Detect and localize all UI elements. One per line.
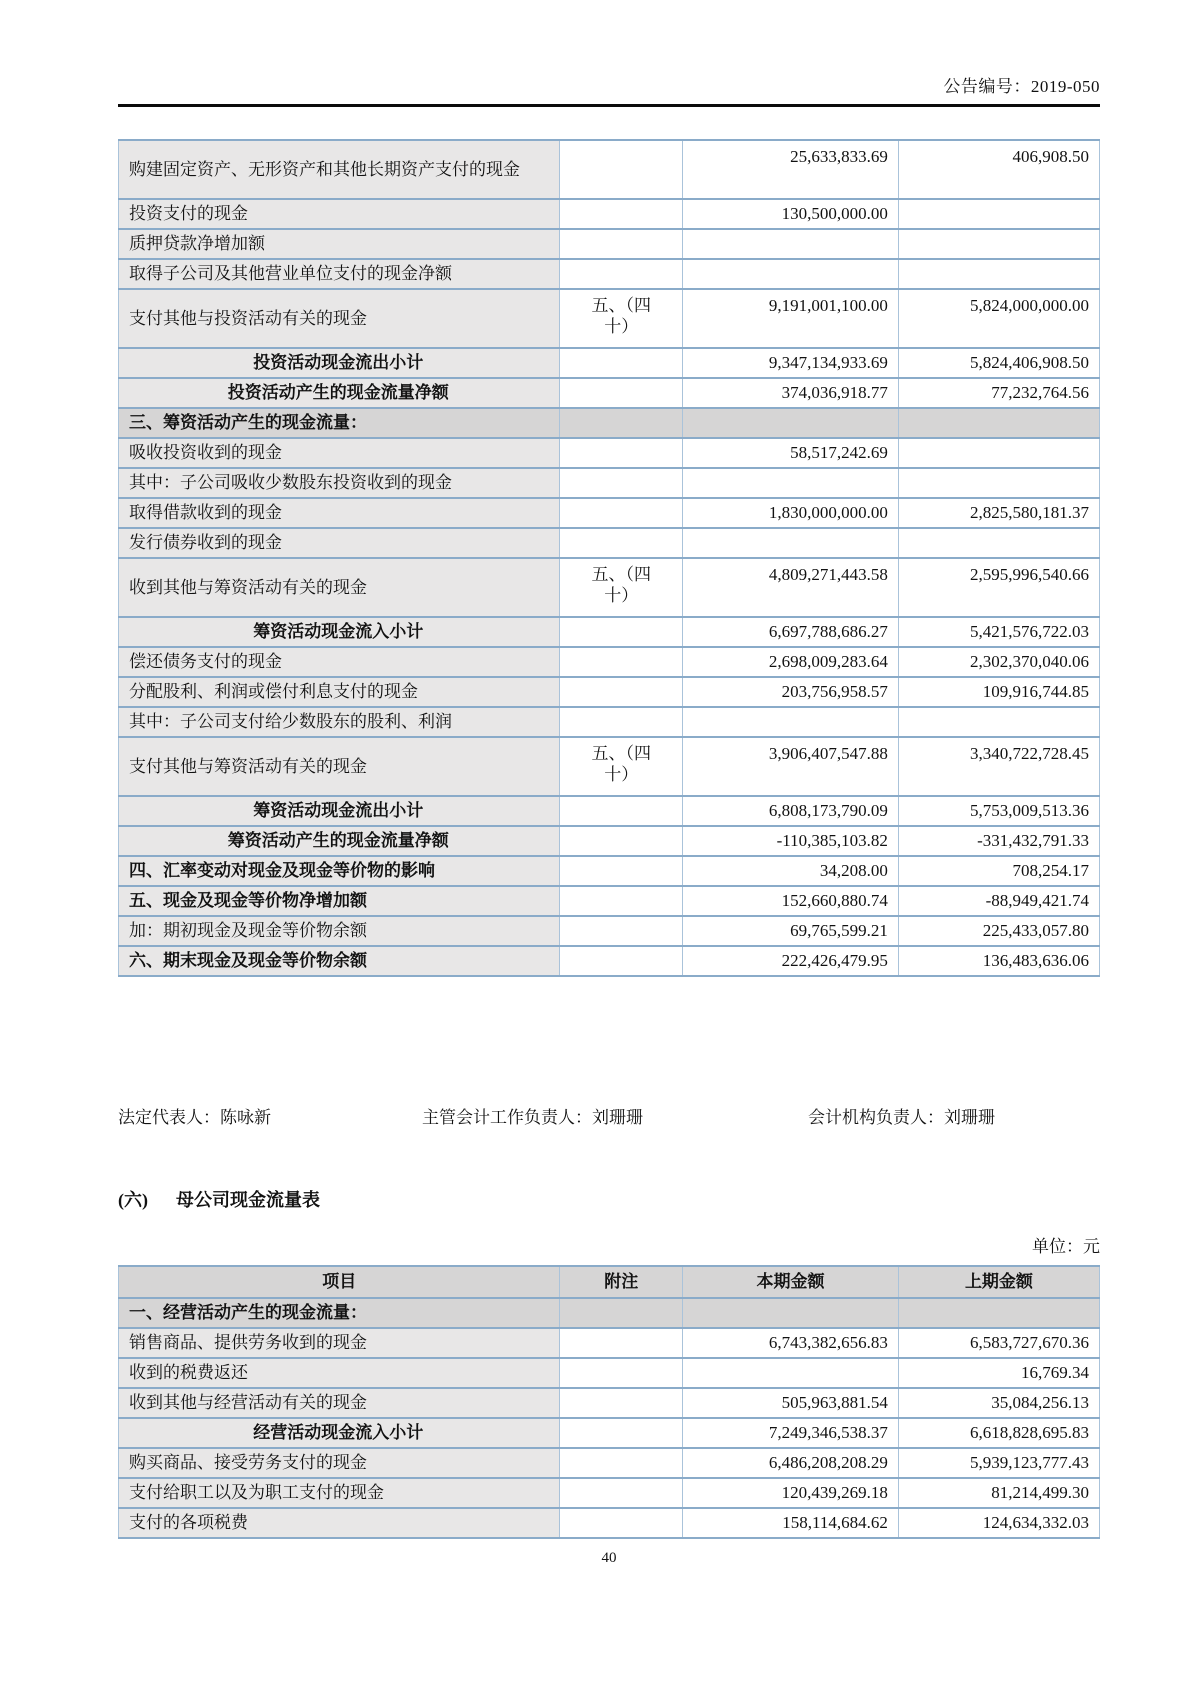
table-row [119, 1418, 1100, 1448]
note-cell [560, 1328, 683, 1358]
table-body [119, 140, 1100, 976]
table-row [119, 468, 1100, 498]
table-row [119, 796, 1100, 826]
item-cell: 其中：子公司支付给少数股东的股利、利润 [119, 707, 560, 737]
current-amount-cell: 9,347,134,933.69 [683, 348, 899, 378]
prior-amount-cell [898, 229, 1099, 259]
item-cell: 取得借款收到的现金 [119, 498, 560, 528]
table-header [119, 1266, 1100, 1298]
item-cell: 经营活动现金流入小计 [119, 1418, 560, 1448]
item-cell: 吸收投资收到的现金 [119, 438, 560, 468]
current-amount-cell: 6,697,788,686.27 [683, 617, 899, 647]
prior-amount-cell: 2,595,996,540.66 [898, 558, 1099, 617]
prior-amount-cell: 708,254.17 [898, 856, 1099, 886]
current-amount-cell [683, 1358, 899, 1388]
prior-amount-cell [898, 199, 1099, 229]
item-cell: 三、筹资活动产生的现金流量： [119, 408, 560, 438]
table-row [119, 1358, 1100, 1388]
prior-amount-cell: 406,908.50 [898, 140, 1099, 199]
table-row [119, 408, 1100, 438]
table-row [119, 199, 1100, 229]
current-amount-cell: 203,756,958.57 [683, 677, 899, 707]
current-amount-cell: 25,633,833.69 [683, 140, 899, 199]
item-cell: 筹资活动产生的现金流量净额 [119, 826, 560, 856]
note-cell [560, 707, 683, 737]
prior-amount-cell: 16,769.34 [898, 1358, 1099, 1388]
prior-amount-cell: 35,084,256.13 [898, 1388, 1099, 1418]
table-row [119, 558, 1100, 617]
prior-amount-cell: 136,483,636.06 [898, 946, 1099, 976]
prior-amount-cell [898, 259, 1099, 289]
prior-amount-cell: 77,232,764.56 [898, 378, 1099, 408]
page-number: 40 [601, 1550, 617, 1566]
current-amount-cell [683, 408, 899, 438]
current-amount-cell: 9,191,001,100.00 [683, 289, 899, 348]
prior-amount-cell [898, 408, 1099, 438]
table-row [119, 886, 1100, 916]
item-cell: 分配股利、利润或偿付利息支付的现金 [119, 677, 560, 707]
current-amount-cell [683, 707, 899, 737]
item-cell: 一、经营活动产生的现金流量： [119, 1298, 560, 1328]
item-cell: 筹资活动现金流出小计 [119, 796, 560, 826]
note-cell [560, 886, 683, 916]
item-cell: 支付给职工以及为职工支付的现金 [119, 1478, 560, 1508]
header-prior-amount: 上期金额 [898, 1266, 1099, 1298]
prior-amount-cell: 2,302,370,040.06 [898, 647, 1099, 677]
note-cell [560, 916, 683, 946]
item-cell: 收到其他与筹资活动有关的现金 [119, 558, 560, 617]
current-amount-cell: 120,439,269.18 [683, 1478, 899, 1508]
prior-amount-cell: -88,949,421.74 [898, 886, 1099, 916]
table-row [119, 737, 1100, 796]
item-cell: 购建固定资产、无形资产和其他长期资产支付的现金 [119, 140, 560, 199]
prior-amount-cell [898, 528, 1099, 558]
table-row [119, 259, 1100, 289]
current-amount-cell: 505,963,881.54 [683, 1388, 899, 1418]
table-row [119, 856, 1100, 886]
prior-amount-cell: -331,432,791.33 [898, 826, 1099, 856]
item-cell: 筹资活动现金流入小计 [119, 617, 560, 647]
item-cell: 收到其他与经营活动有关的现金 [119, 1388, 560, 1418]
note-cell [560, 378, 683, 408]
current-amount-cell [683, 468, 899, 498]
item-cell: 支付的各项税费 [119, 1508, 560, 1538]
current-amount-cell: 2,698,009,283.64 [683, 647, 899, 677]
item-cell: 加：期初现金及现金等价物余额 [119, 916, 560, 946]
note-cell: 五、（四十） [560, 737, 683, 796]
announcement-number: 公告编号：2019-050 [943, 77, 1100, 96]
table-row [119, 617, 1100, 647]
table-row [119, 707, 1100, 737]
header-note: 附注 [560, 1266, 683, 1298]
prior-amount-cell: 5,939,123,777.43 [898, 1448, 1099, 1478]
note-cell [560, 1418, 683, 1448]
prior-amount-cell: 5,824,000,000.00 [898, 289, 1099, 348]
current-amount-cell: 374,036,918.77 [683, 378, 899, 408]
table-row [119, 1298, 1100, 1328]
header-current-amount: 本期金额 [683, 1266, 899, 1298]
page-content [118, 0, 1100, 1539]
note-cell [560, 1478, 683, 1508]
note-cell: 五、（四十） [560, 289, 683, 348]
table-row [119, 1388, 1100, 1418]
table-row [119, 528, 1100, 558]
current-amount-cell: 158,114,684.62 [683, 1508, 899, 1538]
prior-amount-cell [898, 707, 1099, 737]
item-cell: 偿还债务支付的现金 [119, 647, 560, 677]
note-cell [560, 826, 683, 856]
item-cell: 支付其他与筹资活动有关的现金 [119, 737, 560, 796]
prior-amount-cell: 2,825,580,181.37 [898, 498, 1099, 528]
note-cell [560, 408, 683, 438]
table-row [119, 826, 1100, 856]
current-amount-cell [683, 259, 899, 289]
note-cell [560, 946, 683, 976]
item-cell: 投资活动产生的现金流量净额 [119, 378, 560, 408]
current-amount-cell: 69,765,599.21 [683, 916, 899, 946]
current-amount-cell: 6,486,208,208.29 [683, 1448, 899, 1478]
section-title: 母公司现金流量表 [176, 1190, 320, 1210]
item-cell: 质押贷款净增加额 [119, 229, 560, 259]
current-amount-cell [683, 528, 899, 558]
note-cell [560, 498, 683, 528]
current-amount-cell: -110,385,103.82 [683, 826, 899, 856]
note-cell [560, 1358, 683, 1388]
prior-amount-cell: 5,824,406,908.50 [898, 348, 1099, 378]
section-heading [118, 1186, 1100, 1212]
current-amount-cell: 34,208.00 [683, 856, 899, 886]
table-row [119, 677, 1100, 707]
table-header-row [119, 1266, 1100, 1298]
item-cell: 收到的税费返还 [119, 1358, 560, 1388]
note-cell [560, 528, 683, 558]
legal-representative: 法定代表人：陈咏新 [118, 1108, 271, 1127]
table-row [119, 916, 1100, 946]
table-row [119, 289, 1100, 348]
item-cell: 购买商品、接受劳务支付的现金 [119, 1448, 560, 1478]
note-cell [560, 259, 683, 289]
table-row [119, 140, 1100, 199]
note-cell: 五、（四十） [560, 558, 683, 617]
table-row [119, 498, 1100, 528]
accounting-department-head: 会计机构负责人：刘珊珊 [808, 1108, 995, 1127]
current-amount-cell [683, 1298, 899, 1328]
table-row [119, 1508, 1100, 1538]
note-cell [560, 1388, 683, 1418]
chief-accounting-officer: 主管会计工作负责人：刘珊珊 [422, 1108, 643, 1127]
section-label: (六) [118, 1190, 148, 1210]
prior-amount-cell [898, 1298, 1099, 1328]
note-cell [560, 796, 683, 826]
unit-label: 单位：元 [1032, 1237, 1100, 1256]
item-cell: 四、汇率变动对现金及现金等价物的影响 [119, 856, 560, 886]
table-row [119, 946, 1100, 976]
note-cell [560, 1298, 683, 1328]
current-amount-cell: 1,830,000,000.00 [683, 498, 899, 528]
note-cell [560, 438, 683, 468]
current-amount-cell: 6,808,173,790.09 [683, 796, 899, 826]
note-cell [560, 229, 683, 259]
item-cell: 五、现金及现金等价物净增加额 [119, 886, 560, 916]
note-cell [560, 1448, 683, 1478]
prior-amount-cell: 225,433,057.80 [898, 916, 1099, 946]
table-row [119, 1448, 1100, 1478]
prior-amount-cell: 5,421,576,722.03 [898, 617, 1099, 647]
signature-line [118, 1103, 1100, 1128]
item-cell: 六、期末现金及现金等价物余额 [119, 946, 560, 976]
note-cell [560, 468, 683, 498]
table-row [119, 348, 1100, 378]
table-row [119, 229, 1100, 259]
prior-amount-cell [898, 438, 1099, 468]
current-amount-cell: 7,249,346,538.37 [683, 1418, 899, 1448]
item-cell: 投资支付的现金 [119, 199, 560, 229]
current-amount-cell: 130,500,000.00 [683, 199, 899, 229]
header-item: 项目 [119, 1266, 560, 1298]
prior-amount-cell: 6,618,828,695.83 [898, 1418, 1099, 1448]
current-amount-cell: 222,426,479.95 [683, 946, 899, 976]
parent-company-cash-flow-table [118, 1265, 1100, 1539]
note-cell [560, 617, 683, 647]
item-cell: 销售商品、提供劳务收到的现金 [119, 1328, 560, 1358]
item-cell: 发行债券收到的现金 [119, 528, 560, 558]
item-cell: 其中：子公司吸收少数股东投资收到的现金 [119, 468, 560, 498]
prior-amount-cell [898, 468, 1099, 498]
item-cell: 投资活动现金流出小计 [119, 348, 560, 378]
prior-amount-cell: 6,583,727,670.36 [898, 1328, 1099, 1358]
prior-amount-cell: 3,340,722,728.45 [898, 737, 1099, 796]
table-row [119, 647, 1100, 677]
note-cell [560, 1508, 683, 1538]
table-row [119, 1328, 1100, 1358]
note-cell [560, 856, 683, 886]
note-cell [560, 677, 683, 707]
current-amount-cell: 6,743,382,656.83 [683, 1328, 899, 1358]
note-cell [560, 647, 683, 677]
prior-amount-cell: 5,753,009,513.36 [898, 796, 1099, 826]
note-cell [560, 140, 683, 199]
note-cell [560, 199, 683, 229]
consolidated-cash-flow-table-continued [118, 139, 1100, 977]
item-cell: 取得子公司及其他营业单位支付的现金净额 [119, 259, 560, 289]
table-body [119, 1298, 1100, 1538]
item-cell: 支付其他与投资活动有关的现金 [119, 289, 560, 348]
current-amount-cell: 4,809,271,443.58 [683, 558, 899, 617]
table-row [119, 378, 1100, 408]
current-amount-cell: 152,660,880.74 [683, 886, 899, 916]
note-cell [560, 348, 683, 378]
prior-amount-cell: 109,916,744.85 [898, 677, 1099, 707]
header-divider [118, 104, 1100, 107]
prior-amount-cell: 81,214,499.30 [898, 1478, 1099, 1508]
current-amount-cell [683, 229, 899, 259]
prior-amount-cell: 124,634,332.03 [898, 1508, 1099, 1538]
current-amount-cell: 58,517,242.69 [683, 438, 899, 468]
table-row [119, 438, 1100, 468]
table-row [119, 1478, 1100, 1508]
current-amount-cell: 3,906,407,547.88 [683, 737, 899, 796]
